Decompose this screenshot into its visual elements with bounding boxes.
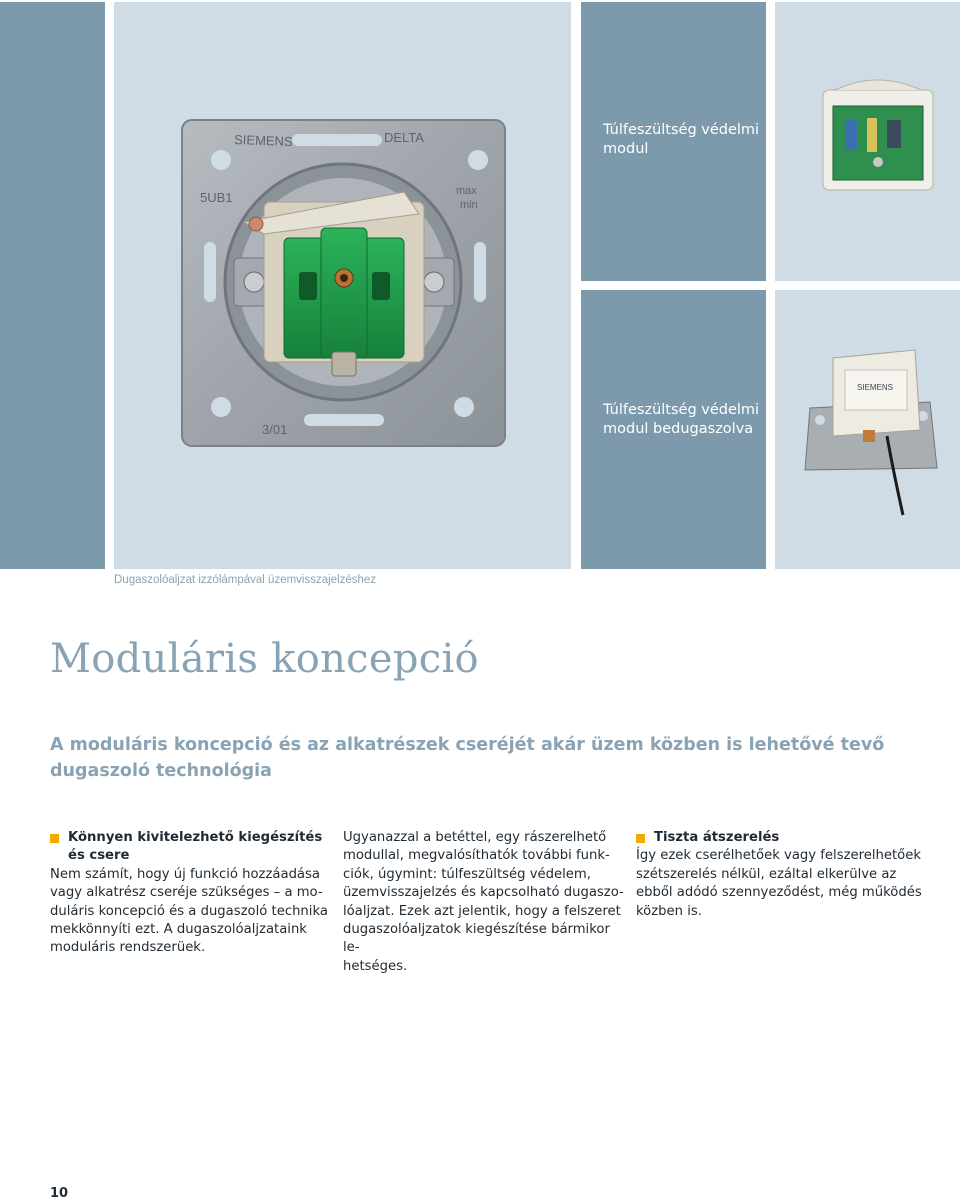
frame-code-bottom: 3/01 (262, 422, 288, 437)
bullet-square-icon (50, 834, 59, 843)
frame-model-mark: DELTA (384, 130, 424, 145)
column-heading (50, 829, 332, 866)
frame-min-mark: min (460, 199, 478, 211)
text-column-2 (343, 829, 625, 976)
column-heading (636, 829, 936, 847)
socket-photo (114, 2, 571, 569)
module-photo (775, 2, 960, 281)
column-heading-line1: Könnyen kivitelezhető kiegészítés (68, 830, 323, 845)
column-heading-line1: Tiszta átszerelés (654, 830, 780, 845)
module-caption: Túlfeszültség védelmi modul (603, 122, 760, 157)
column-body: Ugyanazzal a betéttel, egy rászerelhető modullal, megvalósíthatók további funk- ciók, úgymint: túlfeszültség védelem, üzemvisszajelzés és kapcsolható dugaszo- lóaljzat. Ezek azt jelentik, hogy a felszeret dugaszolóaljzatok kiegészítése bármikor le- hetséges. (343, 830, 624, 974)
text-column-1 (50, 829, 332, 958)
column-heading-line2: és csere (68, 848, 130, 864)
frame-brand-mark: SIEMENS (233, 132, 293, 150)
module-plugged-caption: Túlfeszültség védelmi modul bedugaszolva (603, 402, 760, 437)
frame-max-mark: max (456, 185, 477, 197)
page-subtitle: A moduláris koncepció és az alkatrészek cseréjét akár üzem közben is lehetővé tevő dugaszoló technológia (50, 735, 885, 781)
text-column-3 (636, 829, 936, 921)
module-plugged-photo (775, 290, 960, 569)
column-body: Így ezek cserélhetőek vagy felszerelhetőek szétszerelés nélkül, ezáltal elkerülve az ebből adódó szennyeződést, még működés közben is. (636, 848, 922, 919)
left-strip-panel (0, 2, 105, 569)
frame-code-left: 5UB1 (200, 190, 233, 205)
column-body: Nem számít, hogy új funkció hozzáadása vagy alkatrész cseréje szükséges – a mo- duláris koncepció és a dugaszoló technika mekkönnyíti ezt. A dugaszolóaljzataink moduláris rendszerüek. (50, 866, 328, 956)
module-brand-mark: SIEMENS (856, 383, 894, 392)
page-title: Moduláris koncepció (50, 636, 479, 682)
main-figure-caption: Dugaszolóaljzat izzólámpával üzemvisszajelzéshez (114, 574, 377, 586)
bullet-square-icon (636, 834, 645, 843)
page-number: 10 (50, 1186, 69, 1201)
